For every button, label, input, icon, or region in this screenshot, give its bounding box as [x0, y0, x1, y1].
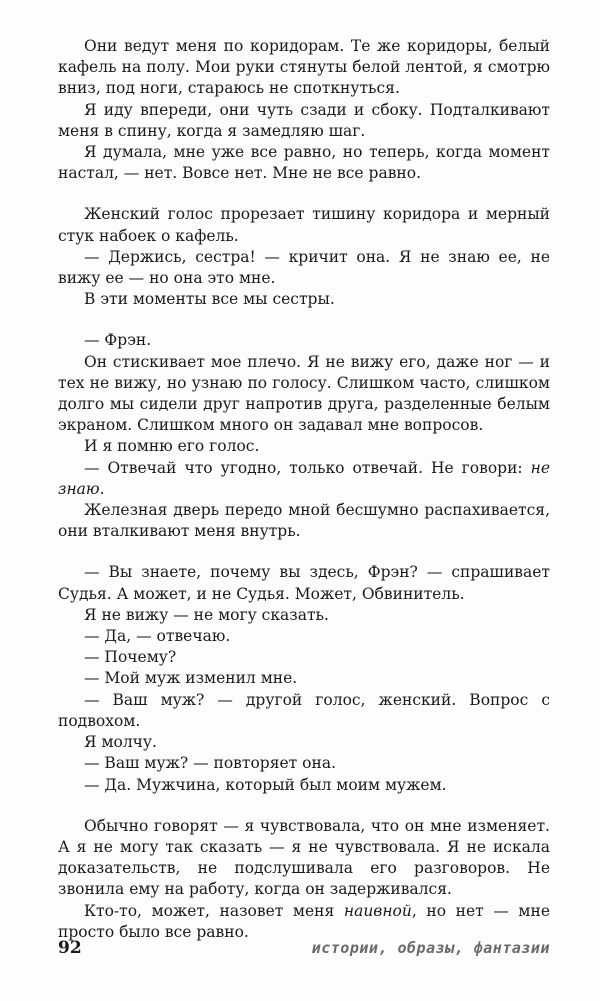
running-title: истории, образы, фантазии	[311, 939, 550, 957]
paragraph: Железная дверь передо мной бесшумно распахивается, они вталкивают меня внутрь.	[58, 501, 550, 541]
paragraph: — Да. Мужчина, который был моим мужем.	[84, 775, 447, 794]
section-break	[58, 310, 550, 330]
paragraph: Я иду впереди, они чуть сзади и сбоку. Подталкивают меня в спину, когда я замедляю шаг.	[58, 100, 550, 140]
section-break	[58, 542, 550, 562]
paragraph	[58, 458, 550, 500]
paragraph: Он стискивает мое плечо. Я не вижу его, даже ног — и тех не вижу, но узнаю по голосу. Слишком часто, слишком долго мы сидели друг напротив друга, разделенные белым экраном. Слишком много он задавал мне вопросов.	[58, 352, 550, 435]
paragraph: Обычно говорят — я чувствовала, что он мне изменяет. А я не могу так сказать — я не чувствовала. Я не искала доказательств, не подслушивала его разговоров. Не звонила ему на работу, когда он задерживался.	[58, 816, 550, 899]
paragraph: — Почему?	[84, 648, 177, 667]
italic-phrase: не знаю	[58, 458, 550, 498]
paragraph: В эти моменты все мы сестры.	[84, 290, 335, 309]
paragraph: — Ваш муж? — повторяет она.	[84, 754, 336, 773]
page-number: 92	[58, 938, 82, 958]
paragraph: Я молчу.	[84, 733, 157, 752]
paragraph: — Ваш муж? — другой голос, женский. Вопрос с подвохом.	[58, 690, 550, 730]
paragraph-text: Кто-то, может, назовет меня	[84, 901, 344, 920]
paragraph-text: , но нет — мне просто было все равно.	[58, 901, 550, 941]
section-break	[58, 184, 550, 204]
paragraph: — Да, — отвечаю.	[84, 627, 231, 646]
paragraph: Женский голос прорезает тишину коридора и мерный стук набоек о кафель.	[58, 205, 550, 245]
paragraph: — Мой муж изменил мне.	[84, 669, 298, 688]
paragraph: Я думала, мне уже все равно, но теперь, когда момент настал, — нет. Вовсе нет. Мне не все равно.	[58, 143, 550, 183]
paragraph: И я помню его голос.	[84, 437, 260, 456]
paragraph	[58, 901, 550, 943]
paragraph-text: — Отвечай что угодно, только отвечай. Не говори:	[84, 458, 531, 477]
body-text	[58, 36, 550, 943]
paragraph-text: .	[99, 479, 105, 498]
italic-phrase: наивной	[343, 901, 412, 920]
paragraph: Они ведут меня по коридорам. Те же коридоры, белый кафель на полу. Мои руки стянуты белой лентой, я смотрю вниз, под ноги, стараюсь не споткнуться.	[58, 37, 550, 98]
paragraph: — Вы знаете, почему вы здесь, Фрэн? — спрашивает Судья. А может, и не Судья. Может, Обвинитель.	[58, 563, 550, 603]
paragraph: — Держись, сестра! — кричит она. Я не знаю ее, не вижу ее — но она это мне.	[58, 247, 550, 288]
paragraph: Я не вижу — не могу сказать.	[84, 605, 329, 624]
section-break	[58, 796, 550, 816]
paragraph: — Фрэн.	[84, 331, 152, 350]
